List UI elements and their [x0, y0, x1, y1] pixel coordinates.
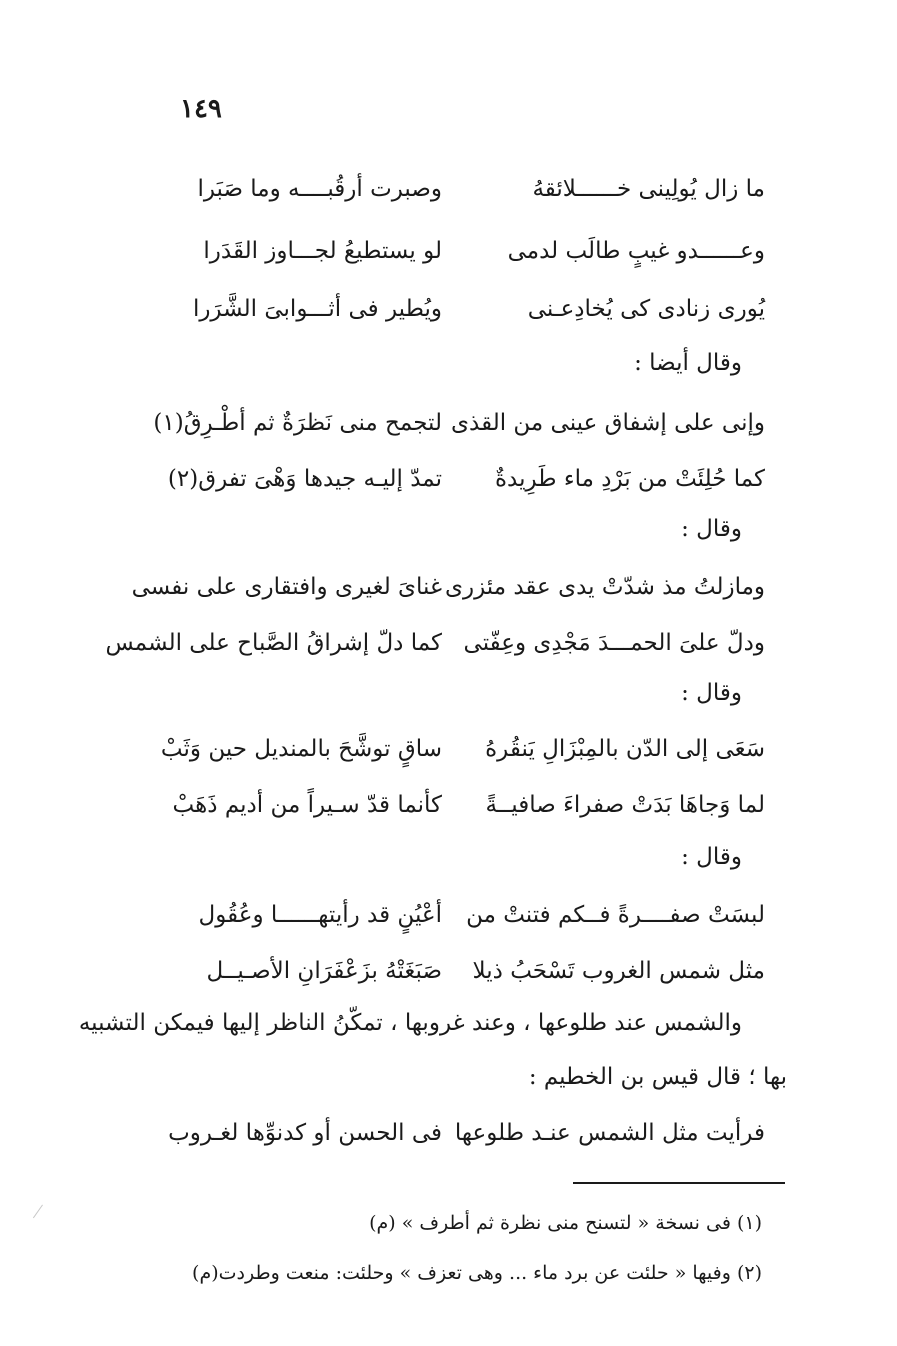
section-heading: وقال : — [681, 680, 742, 706]
verse-line — [0, 1108, 897, 1158]
section-heading: وقال : — [681, 516, 742, 542]
verse-first-hemistich: وإنى على إشفاق عينى من القذى — [451, 410, 765, 436]
verse-first-hemistich: يُورى زنادى كى يُخادِعـنى — [527, 296, 765, 322]
footnote: (١) فى نسخة « لتسنح منى نظرة ثم أطرف » (م) — [369, 1212, 762, 1234]
verse-line — [0, 226, 897, 276]
verse-second-hemistich: لو يستطيعُ لجـــاوز القَدَرا — [203, 238, 442, 264]
section-heading: وقال أيضا : — [634, 350, 742, 376]
verse-line — [0, 562, 897, 612]
verse-second-hemistich: كأنما قدّ سـيراً من أديم ذَهَبْ — [172, 792, 442, 818]
verse-first-hemistich: مثل شمس الغروب تَسْحَبُ ذيلا — [472, 958, 765, 984]
verse-first-hemistich: لبسَتْ صفــــرةً فــكم فتنتْ من — [466, 902, 765, 928]
verse-first-hemistich: كما حُلِئَتْ من بَرْدِ ماء طَرِيدةٌ — [495, 466, 765, 492]
verse-second-hemistich: ساقٍ توشَّحَ بالمنديل حين وَثَبْ — [160, 736, 442, 762]
verse-first-hemistich: لما وَجاهَا بَدَتْ صفراءَ صافيــةً — [485, 792, 765, 818]
verse-second-hemistich: لتجمح منى نَظرَةٌ ثم أطْـرِقُ(١) — [153, 410, 442, 436]
prose-line: بها ؛ قال قيس بن الخطيم : — [528, 1064, 787, 1090]
verse-first-hemistich: سَعَى إلى الدّن بالمِبْزَالِ يَنقُرهُ — [485, 736, 765, 762]
scan-mark — [33, 1205, 56, 1228]
verse-line — [0, 724, 897, 774]
verse-second-hemistich: أعْيُنٍ قد رأيتهــــــا وعُقُول — [198, 902, 442, 928]
verse-line — [0, 398, 897, 448]
verse-line — [0, 618, 897, 668]
footnote-separator — [573, 1182, 785, 1184]
verse-line — [0, 454, 897, 504]
verse-first-hemistich: ما زال يُولِينى خــــــلائقهُ — [532, 176, 765, 202]
prose-line: والشمس عند طلوعها ، وعند غروبها ، تمكّنُ الناظر إليها فيمكن التشبيه — [78, 1010, 742, 1036]
verse-first-hemistich: ومازلتُ مذ شدّتْ يدى عقد مئزرى — [444, 574, 765, 600]
verse-first-hemistich: فرأيت مثل الشمس عنـد طلوعها — [454, 1120, 765, 1146]
verse-line — [0, 780, 897, 830]
footnote: (٢) وفيها « حلئت عن برد ماء ... وهى تعزف » وحلئت: منعت وطردت(م) — [192, 1262, 762, 1284]
verse-second-hemistich: فى الحسن أو كدنوِّها لغـروب — [168, 1120, 442, 1146]
verse-second-hemistich: ويُطير فى أثـــوابىَ الشَّرَرا — [192, 296, 442, 322]
section-heading: وقال : — [681, 844, 742, 870]
verse-second-hemistich: صَبَغَتْهُ بزَعْفَرَانِ الأصـيــل — [206, 958, 442, 984]
verse-line — [0, 946, 897, 996]
page-number: ١٤٩ — [180, 94, 222, 124]
verse-second-hemistich: تمدّ إليـه جيدها وَهْىَ تفرق(٢) — [167, 466, 442, 492]
verse-first-hemistich: وعــــــدو غيبٍ طالَب لدمى — [507, 238, 765, 264]
verse-line — [0, 284, 897, 334]
verse-second-hemistich: وصبرت أرقُبــــه وما صَبَرا — [197, 176, 442, 202]
verse-first-hemistich: ودلّ علىَ الحمـــدَ مَجْدِى وعِفّتى — [463, 630, 765, 656]
verse-line — [0, 890, 897, 940]
verse-second-hemistich: غناىَ لغيرى وافتقارى على نفسى — [131, 574, 442, 600]
verse-second-hemistich: كما دلّ إشراقُ الصَّباح على الشمس — [105, 630, 442, 656]
verse-line — [0, 164, 897, 214]
